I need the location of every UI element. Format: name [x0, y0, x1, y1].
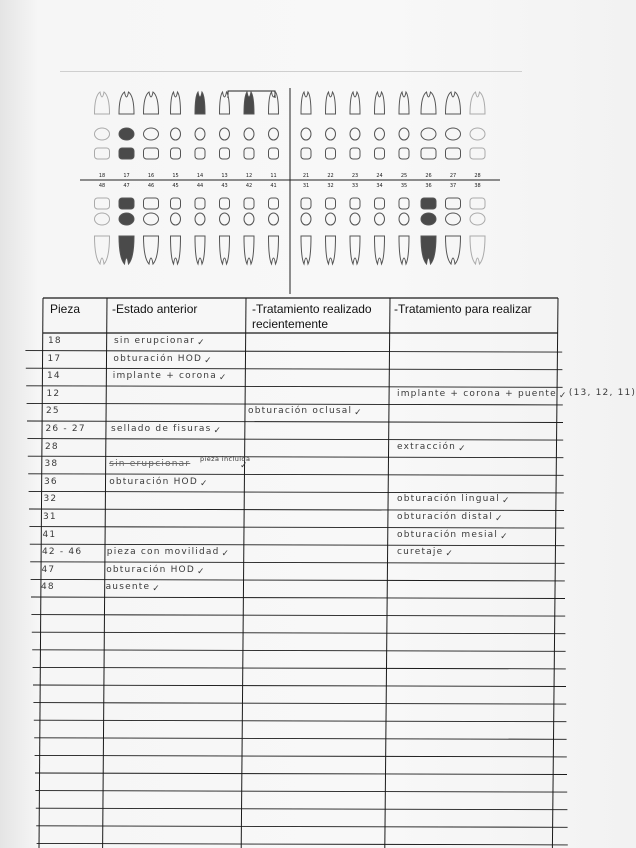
- row-rule: [29, 509, 564, 511]
- pieza-cell: 12: [46, 388, 61, 399]
- pieza-cell: 48: [41, 582, 55, 593]
- tooth-number-33: 33: [351, 183, 359, 189]
- estado-cell: pieza con movilidad: [106, 547, 220, 558]
- check-mark: ✓: [199, 478, 209, 489]
- row-rule: [31, 579, 565, 581]
- tooth-number-28: 28: [474, 173, 481, 179]
- para-realizar-cell: obturación distal: [397, 512, 494, 522]
- row-rule: [35, 755, 567, 757]
- row-rule: [27, 403, 563, 405]
- estado-cell: obturación HOD: [109, 476, 198, 487]
- check-mark: ✓: [445, 549, 455, 560]
- para-realizar-cell: curetaje: [397, 547, 444, 558]
- tooth-number-32: 32: [327, 183, 334, 189]
- estado-cell: sin erupcionar: [114, 336, 196, 346]
- tooth-number-31: 31: [302, 183, 310, 189]
- tooth-number-14: 14: [196, 173, 204, 179]
- check-mark: ✓: [240, 461, 249, 472]
- check-mark: ✓: [218, 373, 228, 384]
- tooth-number-44: 44: [196, 183, 204, 189]
- column-header: -Tratamiento para realizar: [394, 302, 532, 316]
- check-mark: ✓: [197, 338, 206, 348]
- check-mark: ✓: [458, 443, 467, 454]
- row-rule: [25, 351, 562, 353]
- estado-cell: sellado de fisuras: [111, 424, 212, 434]
- tooth-number-25: 25: [400, 173, 408, 179]
- check-mark: ✓: [500, 531, 509, 542]
- pieza-cell: 38: [44, 459, 59, 470]
- para-realizar-cell: implante + corona + puente: [397, 388, 557, 399]
- tooth-number-46: 46: [147, 183, 155, 189]
- realizado-cell: obturación oclusal: [248, 406, 353, 417]
- pieza-cell: 42 - 46: [42, 547, 83, 558]
- row-rule: [33, 685, 566, 687]
- row-rule: [35, 791, 567, 793]
- check-mark: ✓: [204, 355, 213, 366]
- tooth-number-34: 34: [376, 183, 383, 189]
- pieza-cell: 47: [41, 564, 56, 575]
- column-rule: [385, 298, 390, 848]
- row-rule: [29, 491, 564, 493]
- estado-cell: obturación HOD: [106, 564, 195, 575]
- pieza-cell: 17: [47, 353, 62, 364]
- pieza-cell: 18: [48, 336, 62, 346]
- row-rule: [28, 474, 563, 476]
- pieza-cell: 25: [46, 406, 60, 417]
- estado-cell: obturación HOD: [113, 353, 203, 364]
- tooth-number-24: 24: [376, 173, 383, 179]
- row-rule: [35, 773, 567, 775]
- pieza-cell: 26 - 27: [45, 424, 86, 434]
- tooth-number-22: 22: [327, 173, 334, 179]
- tooth-number-16: 16: [147, 173, 155, 179]
- row-rule: [34, 738, 566, 740]
- row-rule: [34, 720, 567, 722]
- tooth-number-47: 47: [123, 183, 130, 189]
- check-mark: ✓: [196, 566, 206, 577]
- pieza-cell: 14: [47, 371, 61, 382]
- row-rule: [31, 615, 565, 617]
- row-rule: [31, 597, 565, 599]
- row-rule: [30, 544, 565, 546]
- tooth-number-36: 36: [425, 183, 432, 189]
- tooth-number-18: 18: [98, 173, 106, 179]
- pieza-cell: 28: [45, 441, 59, 452]
- tooth-number-48: 48: [98, 183, 106, 189]
- pieza-cell: 31: [43, 512, 57, 522]
- row-rule: [29, 527, 564, 529]
- tooth-number-38: 38: [474, 183, 481, 189]
- para-realizar-cell: obturación lingual: [397, 494, 500, 505]
- para-realizar-cell: extracción: [397, 441, 457, 452]
- tooth-number-13: 13: [221, 173, 228, 179]
- row-rule: [27, 439, 563, 441]
- row-rule: [32, 650, 565, 652]
- row-rule: [30, 562, 564, 564]
- check-mark: ✓: [221, 549, 231, 560]
- column-header: -Tratamiento realizado recientemente: [252, 302, 372, 331]
- row-rule: [36, 808, 568, 810]
- check-mark: ✓: [495, 514, 504, 524]
- pieza-cell: 36: [44, 476, 58, 487]
- row-rule: [37, 843, 568, 845]
- tooth-number-11: 11: [270, 173, 277, 179]
- estado-struck: sin erupcionar: [109, 459, 191, 470]
- tooth-number-37: 37: [449, 183, 457, 189]
- row-rule: [32, 632, 566, 634]
- check-mark: ✓: [354, 408, 363, 419]
- tooth-number-12: 12: [245, 173, 253, 179]
- tooth-number-42: 42: [245, 183, 253, 189]
- tooth-number-45: 45: [172, 183, 179, 189]
- tooth-number-23: 23: [351, 173, 359, 179]
- check-mark: ✓: [558, 390, 568, 401]
- row-rule: [33, 703, 566, 705]
- pieza-cell: 41: [42, 529, 57, 540]
- row-rule: [27, 421, 563, 423]
- tooth-number-17: 17: [123, 173, 130, 179]
- row-rule: [28, 456, 564, 458]
- tooth-number-15: 15: [172, 173, 179, 179]
- tooth-number-27: 27: [449, 173, 457, 179]
- check-mark: ✓: [213, 426, 223, 436]
- check-mark: ✓: [501, 496, 511, 507]
- tooth-number-21: 21: [302, 173, 310, 179]
- row-rule: [33, 667, 566, 669]
- estado-cell: pieza incluida: [200, 455, 251, 464]
- column-header: Pieza: [50, 302, 81, 316]
- pieza-cell: 32: [43, 494, 58, 505]
- estado-cell: ausente: [105, 582, 151, 593]
- check-mark: ✓: [152, 584, 161, 595]
- tooth-number-41: 41: [270, 183, 277, 189]
- estado-cell: implante + corona: [112, 371, 217, 382]
- row-rule: [36, 826, 567, 828]
- tooth-number-26: 26: [425, 173, 432, 179]
- column-rule: [241, 298, 246, 848]
- tooth-number-43: 43: [221, 183, 228, 189]
- tooth-number-35: 35: [400, 183, 408, 189]
- column-rule: [552, 298, 558, 848]
- column-header: -Estado anterior: [112, 302, 198, 316]
- para-realizar-cell: obturación mesial: [397, 529, 499, 540]
- margin-note: (13, 12, 11): [568, 387, 636, 398]
